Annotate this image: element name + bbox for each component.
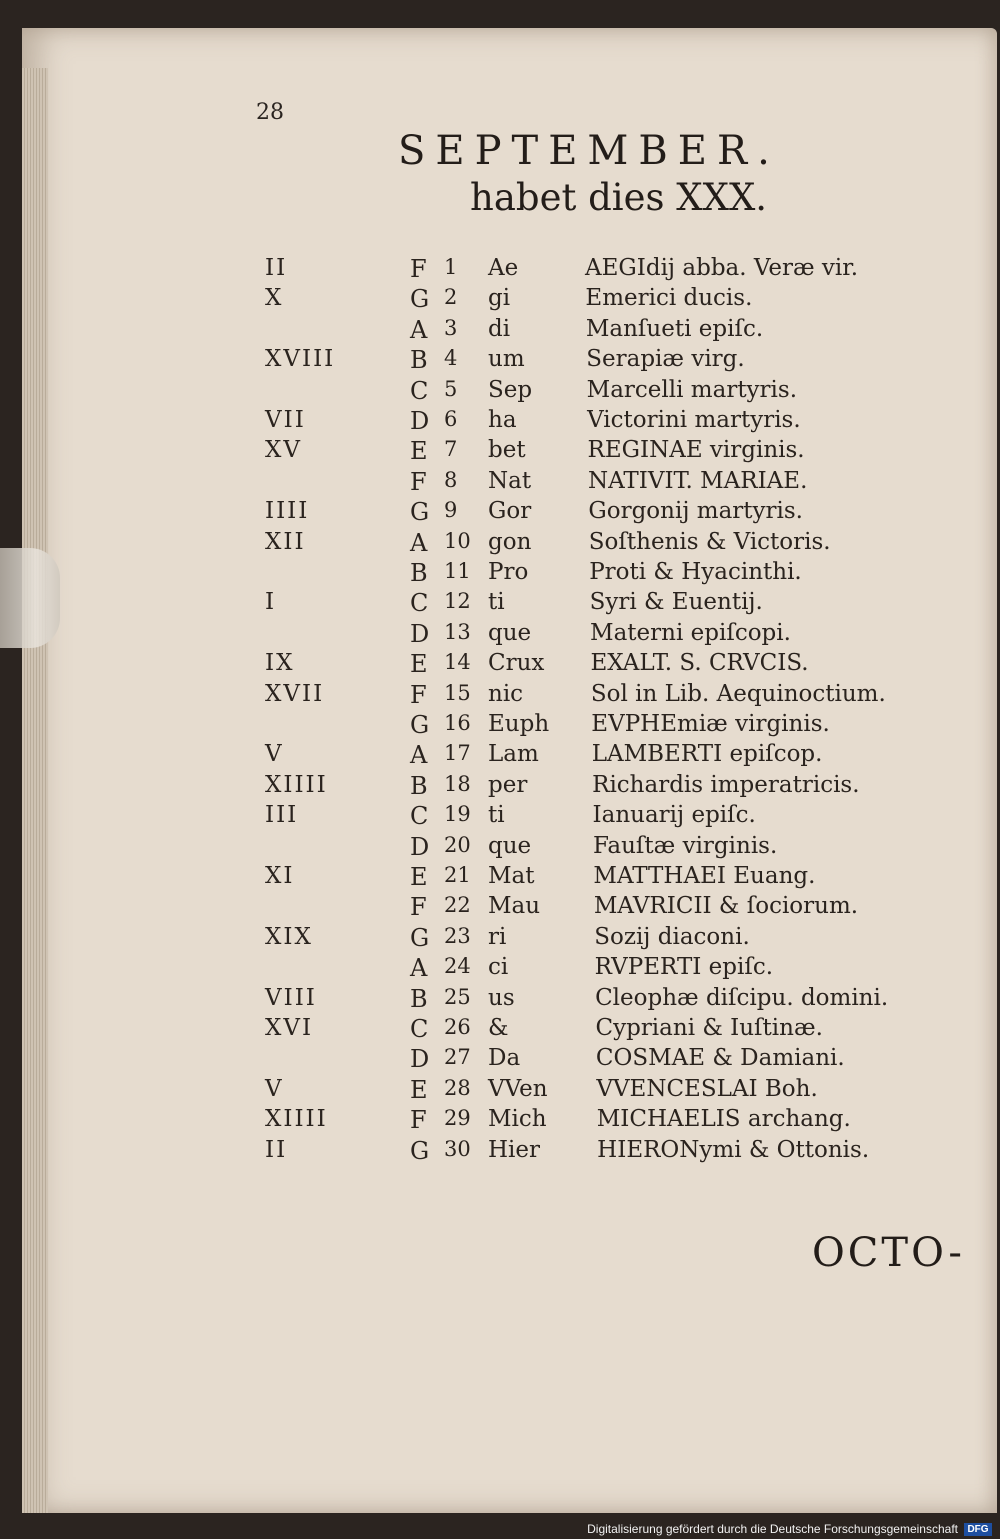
saint-name: Sozij diaconi.: [594, 923, 750, 950]
day-number: 5: [444, 376, 458, 401]
cisiojanus-syllable: Mau: [488, 893, 541, 920]
footer-bar: [0, 1519, 1000, 1539]
saint-name: Marcelli martyris.: [586, 376, 798, 403]
dominical-letter: G: [410, 498, 430, 527]
calendar-row: [0, 316, 1000, 348]
day-number: 24: [444, 954, 471, 979]
dominical-letter: C: [410, 802, 429, 831]
day-number: 14: [444, 650, 471, 675]
saint-name: Syri & Euentij.: [589, 589, 763, 616]
cisiojanus-syllable: um: [488, 346, 525, 373]
dominical-letter: B: [410, 346, 428, 375]
cisiojanus-syllable: Mich: [488, 1106, 547, 1133]
golden-number: XI: [265, 863, 295, 889]
golden-number: V: [265, 1075, 284, 1102]
calendar-row: [0, 285, 1000, 317]
saint-name: VVENCESLAI Boh.: [596, 1075, 818, 1102]
saint-name: Victorini martyris.: [587, 407, 801, 433]
calendar-row: [0, 498, 1000, 530]
calendar-row: [0, 893, 1000, 925]
day-number: 25: [444, 984, 471, 1009]
day-number: 21: [444, 863, 471, 887]
saint-name: Serapiæ virg.: [586, 346, 745, 373]
calendar-row: [0, 772, 1000, 804]
dominical-letter: A: [410, 315, 428, 344]
dominical-letter: A: [410, 528, 428, 557]
calendar-row: [0, 589, 1000, 621]
day-number: 29: [444, 1106, 471, 1131]
dominical-letter: C: [410, 589, 429, 618]
cisiojanus-syllable: per: [488, 771, 528, 798]
day-number: 26: [444, 1015, 471, 1039]
day-number: 16: [444, 711, 471, 735]
saint-name: Proti & Hyacinthi.: [589, 559, 802, 585]
saint-name: RVPERTI epiſc.: [594, 954, 774, 981]
dominical-letter: E: [410, 650, 428, 679]
dominical-letter: A: [410, 954, 428, 983]
dominical-letter: G: [410, 285, 430, 314]
saint-name: Materni epiſcopi.: [590, 619, 791, 646]
catchword: OCTO-: [812, 1230, 965, 1276]
calendar-row: [0, 529, 1000, 561]
day-number: 6: [444, 407, 458, 431]
cisiojanus-syllable: nic: [488, 680, 524, 707]
cisiojanus-syllable: Gor: [488, 498, 532, 525]
golden-number: VII: [265, 407, 306, 433]
cisiojanus-syllable: Pro: [488, 559, 529, 585]
saint-name: Sol in Lib. Aequinoctium.: [590, 680, 886, 707]
calendar-row: [0, 468, 1000, 500]
saint-name: Gorgonij martyris.: [588, 498, 803, 525]
cisiojanus-syllable: VVen: [488, 1075, 548, 1102]
calendar-row: [0, 559, 1000, 591]
saint-name: AEGIdij abba. Veræ vir.: [585, 255, 859, 281]
calendar-row: [0, 681, 1000, 713]
calendar-row: [0, 620, 1000, 652]
golden-number: IIII: [265, 498, 310, 525]
dominical-letter: E: [410, 1075, 428, 1104]
cisiojanus-syllable: Sep: [488, 376, 533, 403]
calendar-row: [0, 1106, 1000, 1138]
dfg-logo: DFG: [964, 1523, 992, 1536]
day-number: 20: [444, 832, 471, 857]
dominical-letter: G: [410, 923, 430, 952]
golden-number: II: [265, 255, 288, 281]
cisiojanus-syllable: bet: [488, 437, 526, 464]
day-number: 19: [444, 802, 471, 827]
dominical-letter: E: [410, 437, 428, 466]
saint-name: Emerici ducis.: [585, 285, 753, 312]
dominical-letter: F: [410, 467, 427, 496]
day-number: 15: [444, 680, 471, 705]
golden-number: XV: [265, 437, 302, 464]
saint-name: LAMBERTI epiſcop.: [591, 741, 823, 768]
day-number: 4: [444, 346, 458, 371]
dominical-letter: B: [410, 559, 428, 587]
golden-number: VIII: [265, 984, 317, 1011]
golden-number: III: [265, 802, 299, 829]
calendar-row: [0, 741, 1000, 773]
calendar-row: [0, 377, 1000, 409]
calendar-row: [0, 1045, 1000, 1077]
dominical-letter: B: [410, 984, 428, 1013]
dominical-letter: F: [410, 893, 427, 922]
saint-name: MAVRICII & ſociorum.: [593, 893, 859, 920]
calendar-row: [0, 1137, 1000, 1169]
cisiojanus-syllable: ha: [488, 407, 517, 433]
cisiojanus-syllable: us: [488, 984, 515, 1011]
saint-name: MICHAELIS archang.: [596, 1106, 851, 1133]
day-number: 9: [444, 498, 458, 523]
day-number: 2: [444, 285, 458, 310]
cisiojanus-syllable: que: [488, 832, 532, 859]
calendar-row: [0, 1015, 1000, 1047]
dominical-letter: C: [410, 1015, 429, 1043]
cisiojanus-syllable: Euph: [488, 711, 550, 737]
day-number: 22: [444, 893, 471, 918]
golden-number: XIIII: [265, 771, 328, 798]
day-number: 13: [444, 619, 471, 644]
day-number: 10: [444, 528, 471, 553]
dominical-letter: A: [410, 741, 428, 770]
saint-name: MATTHAEI Euang.: [593, 863, 816, 889]
cisiojanus-syllable: Ae: [488, 255, 519, 281]
cisiojanus-syllable: ci: [488, 954, 509, 981]
cisiojanus-syllable: Nat: [488, 467, 532, 494]
day-number: 27: [444, 1045, 471, 1070]
dominical-letter: E: [410, 863, 428, 891]
footer-text: Digitalisierung gefördert durch die Deutsche Forschungsgemeinschaft: [587, 1522, 958, 1536]
calendar-row: [0, 650, 1000, 682]
cisiojanus-syllable: ti: [488, 802, 505, 829]
golden-number: XVII: [265, 680, 325, 707]
calendar-row: [0, 924, 1000, 956]
calendar-row: [0, 1076, 1000, 1108]
cisiojanus-syllable: ri: [488, 923, 507, 950]
page-subtitle: habet dies XXX.: [470, 176, 768, 219]
day-number: 1: [444, 255, 458, 279]
day-number: 17: [444, 741, 471, 766]
cisiojanus-syllable: Da: [488, 1045, 521, 1072]
golden-number: I: [265, 589, 277, 616]
dominical-letter: F: [410, 255, 427, 283]
saint-name: NATIVIT. MARIAE.: [587, 467, 808, 494]
golden-number: XIIII: [265, 1106, 328, 1133]
dominical-letter: G: [410, 711, 430, 739]
golden-number: V: [265, 741, 284, 768]
saint-name: Richardis imperatricis.: [592, 771, 860, 798]
calendar-row: [0, 255, 1000, 287]
calendar-row: [0, 346, 1000, 378]
cisiojanus-syllable: &: [488, 1015, 509, 1041]
calendar-row: [0, 802, 1000, 834]
dominical-letter: D: [410, 407, 430, 435]
calendar-row: [0, 437, 1000, 469]
golden-number: II: [265, 1136, 288, 1163]
cisiojanus-syllable: gi: [488, 285, 511, 312]
day-number: 28: [444, 1075, 471, 1100]
day-number: 12: [444, 589, 471, 614]
golden-number: XVIII: [265, 346, 336, 373]
day-number: 11: [444, 559, 471, 583]
calendar-row: [0, 407, 1000, 439]
dominical-letter: D: [410, 832, 430, 861]
saint-name: Manſueti epiſc.: [585, 315, 764, 342]
saint-name: EVPHEmiæ virginis.: [591, 711, 830, 737]
cisiojanus-syllable: Crux: [488, 650, 545, 677]
day-number: 18: [444, 771, 471, 796]
dominical-letter: F: [410, 680, 427, 709]
cisiojanus-syllable: di: [488, 315, 511, 342]
dominical-letter: F: [410, 1106, 427, 1135]
saint-name: Cleophæ diſcipu. domini.: [595, 984, 889, 1011]
day-number: 30: [444, 1136, 471, 1161]
golden-number: XVI: [265, 1015, 314, 1041]
cisiojanus-syllable: ti: [488, 589, 505, 616]
saint-name: EXALT. S. CRVCIS.: [590, 650, 809, 677]
saint-name: REGINAE virginis.: [587, 437, 805, 464]
saint-name: HIERONymi & Ottonis.: [597, 1136, 870, 1163]
saint-name: Soſthenis & Victoris.: [588, 528, 831, 555]
saint-name: COSMAE & Damiani.: [595, 1045, 845, 1072]
dominical-letter: G: [410, 1136, 430, 1165]
cisiojanus-syllable: que: [488, 619, 532, 646]
day-number: 8: [444, 467, 458, 492]
page-number: 28: [256, 100, 284, 125]
day-number: 23: [444, 923, 471, 948]
dominical-letter: D: [410, 1045, 430, 1074]
calendar-row: [0, 833, 1000, 865]
saint-name: Cypriani & Iuſtinæ.: [595, 1015, 823, 1041]
page-title: SEPTEMBER.: [398, 128, 780, 174]
cisiojanus-syllable: Lam: [488, 741, 539, 768]
dominical-letter: B: [410, 771, 428, 800]
dominical-letter: D: [410, 619, 430, 648]
calendar-row: [0, 711, 1000, 743]
day-number: 7: [444, 437, 458, 462]
golden-number: XIX: [265, 923, 313, 950]
day-number: 3: [444, 315, 458, 340]
calendar-row: [0, 954, 1000, 986]
cisiojanus-syllable: gon: [488, 528, 532, 555]
cisiojanus-syllable: Hier: [488, 1136, 541, 1163]
golden-number: XII: [265, 528, 306, 555]
golden-number: IX: [265, 650, 295, 677]
golden-number: X: [265, 285, 284, 312]
saint-name: Fauſtæ virginis.: [592, 832, 778, 859]
saint-name: Ianuarij epiſc.: [592, 802, 756, 829]
dominical-letter: C: [410, 376, 429, 405]
calendar-row: [0, 863, 1000, 895]
calendar-row: [0, 985, 1000, 1017]
cisiojanus-syllable: Mat: [488, 863, 535, 889]
